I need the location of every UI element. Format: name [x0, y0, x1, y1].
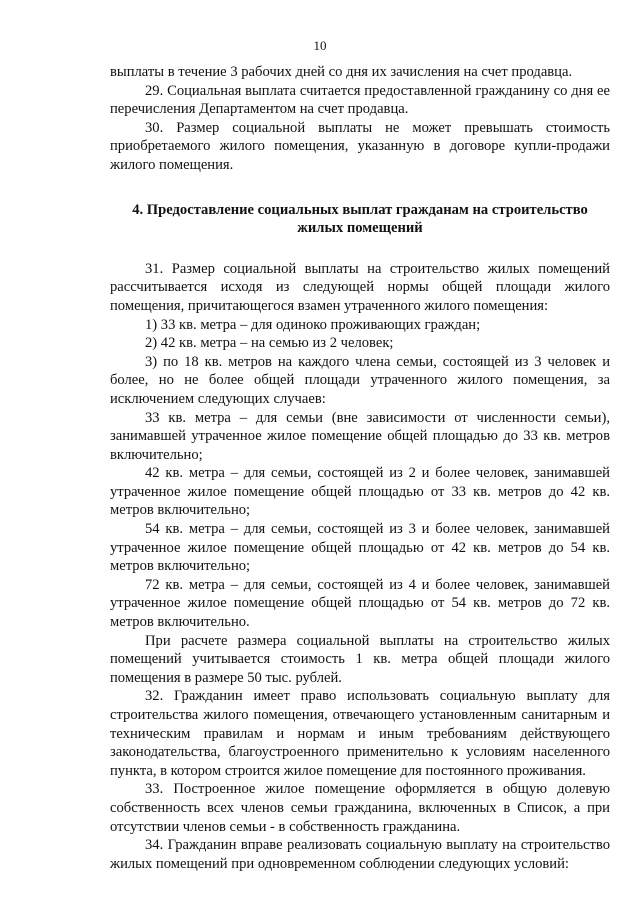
paragraph-29: 29. Социальная выплата считается предоставленной гражданину со дня ее перечисления Департаментом на счет продавца.	[110, 82, 610, 118]
list-item-3: 3) по 18 кв. метров на каждого члена семьи, состоящей из 3 человек и более, но не более общей площади утраченного жилого помещения, за исключением следующих случаев:	[110, 353, 610, 407]
page-number: 10	[313, 38, 327, 53]
paragraph-cost: При расчете размера социальной выплаты на строительство жилых помещений учитывается стоимость 1 кв. метра общей площади жилого помещения в размере 50 тыс. рублей.	[110, 632, 610, 686]
exception-33: 33 кв. метра – для семьи (вне зависимости от численности семьи), занимавшей утраченное жилое помещение общей площадью до 33 кв. метров включительно;	[110, 409, 610, 463]
paragraph-34: 34. Гражданин вправе реализовать социальную выплату на строительство жилых помещений при одновременном соблюдении следующих условий:	[110, 837, 610, 872]
paragraph-33: 33. Построенное жилое помещение оформляется в общую долевую собственность всех членов семьи гражданина, включенных в Список, а при отсутствии членов семьи - в собственность гражданина.	[110, 781, 610, 835]
list-item-2: 2) 42 кв. метра – на семью из 2 человек;	[145, 335, 394, 352]
paragraph-31: 31. Размер социальной выплаты на строительство жилых помещений рассчитывается исходя из следующей нормы общей площади жилого помещения, причитающегося взамен утраченного жилого помещения:	[110, 260, 610, 314]
paragraph-30: 30. Размер социальной выплаты не может превышать стоимость приобретаемого жилого помещения, указанную в договоре купли-продажи жилого помещения.	[110, 119, 610, 173]
exception-54: 54 кв. метра – для семьи, состоящей из 3 и более человек, занимавшей утраченное жилое помещение общей площадью от 42 кв. метров до 54 кв. метров включительно;	[110, 521, 610, 575]
paragraph-32: 32. Гражданин имеет право использовать социальную выплату для строительства жилого помещения, отвечающего установленным санитарным и техническим правилам и нормам и иным требованиям действующего законодательства, благоустроенного применительно к условиям населенного пункта, в котором строится жилое помещение для постоянного проживания.	[110, 688, 610, 779]
list-item-1: 1) 33 кв. метра – для одиноко проживающих граждан;	[145, 316, 481, 333]
paragraph-continuation: выплаты в течение 3 рабочих дней со дня их зачисления на счет продавца.	[110, 64, 573, 80]
section-heading: 4. Предоставление социальных выплат гражданам на строительство жилых помещений	[132, 201, 588, 237]
exception-42: 42 кв. метра – для семьи, состоящей из 2 и более человек, занимавшей утраченное жилое помещение общей площадью от 33 кв. метров до 42 кв. метров включительно;	[110, 465, 610, 519]
exception-72: 72 кв. метра – для семьи, состоящей из 4 и более человек, занимавшей утраченное жилое помещение общей площадью от 54 кв. метров до 72 кв. метров включительно.	[110, 576, 610, 631]
document-body	[110, 63, 610, 873]
